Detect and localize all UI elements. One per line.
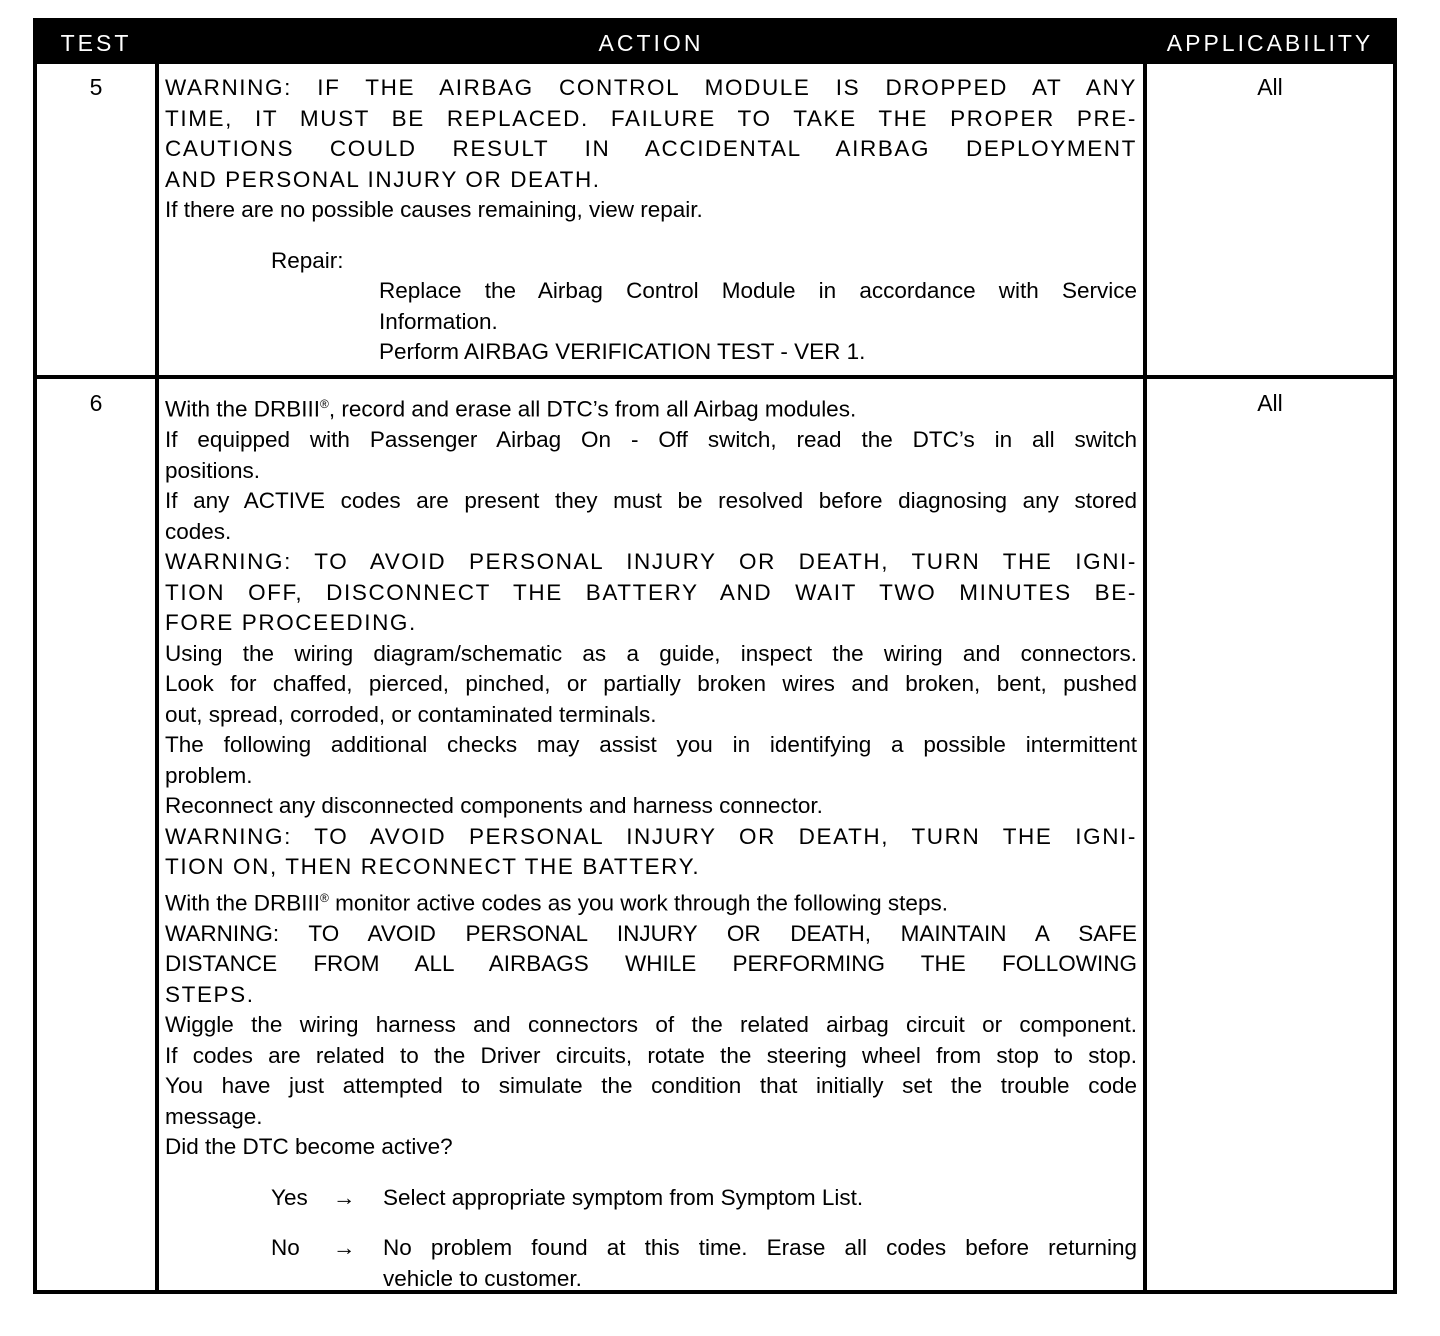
warning-line: FORE PROCEEDING. (165, 610, 417, 635)
applicability-value: All (1257, 390, 1283, 416)
applicability-value: All (1257, 74, 1283, 100)
no-line: vehicle to customer. (383, 1265, 582, 1291)
action-line: problem. (165, 762, 253, 788)
action-line: The following additional checks may assist you in identifying a possible intermittent (165, 732, 1137, 757)
repair-line: Information. (379, 308, 498, 334)
diagnostic-table (33, 18, 1397, 1294)
action-line (165, 883, 1137, 919)
action-line: You have just attempted to simulate the condition that initially set the trouble code (165, 1073, 1137, 1098)
action-line: codes. (165, 518, 232, 544)
yes-text: Select appropriate symptom from Symptom List. (383, 1184, 864, 1210)
warning-line: WARNING: TO AVOID PERSONAL INJURY OR DEATH, TURN THE IGNI- (165, 549, 1137, 574)
header-action: ACTION (598, 30, 704, 56)
monitor-text: monitor active codes as you work through the following steps. (328, 890, 948, 915)
arrow-icon: → (333, 1184, 356, 1210)
warning-line: TION ON, THEN RECONNECT THE BATTERY. (165, 854, 701, 879)
registered-mark: ® (320, 397, 329, 411)
test-number: 5 (89, 74, 103, 100)
registered-mark: ® (320, 890, 329, 905)
no-label: No (271, 1235, 300, 1260)
table-header (37, 22, 1393, 64)
action-line: positions. (165, 457, 261, 483)
action-cell (165, 389, 1137, 1294)
action-line: If codes are related to the Driver circuits, rotate the steering wheel from stop to stop. (165, 1042, 1137, 1068)
warning-line: TION OFF, DISCONNECT THE BATTERY AND WAIT TWO MINUTES BE- (165, 579, 1137, 605)
row-divider (37, 375, 1393, 379)
warning-line: DISTANCE FROM ALL AIRBAGS WHILE PERFORMING THE FOLLOWING (165, 951, 1137, 976)
column-divider (1143, 64, 1147, 1294)
drbiii-text-suffix: , record and erase all DTC’s from all Airbag modules. (328, 396, 857, 422)
action-line (165, 389, 1137, 425)
action-line: Wiggle the wiring harness and connectors of the related airbag circuit or component. (165, 1012, 1137, 1037)
warning-line: STEPS. (165, 981, 255, 1007)
action-cell (165, 73, 1137, 368)
warning-line: TIME, IT MUST BE REPLACED. FAILURE TO TAKE THE PROPER PRE- (165, 105, 1137, 131)
repair-line: Replace the Airbag Control Module in accordance with Service (379, 278, 1137, 303)
yes-branch (271, 1183, 1137, 1214)
no-line: No problem found at this time. Erase all codes before returning (383, 1235, 1137, 1260)
column-divider (155, 64, 159, 1294)
no-branch (271, 1233, 1137, 1294)
action-line: Did the DTC become active? (165, 1134, 453, 1159)
drbiii-text: With the DRBIII (165, 890, 321, 915)
warning-line: CAUTIONS COULD RESULT IN ACCIDENTAL AIRBAG DEPLOYMENT (165, 136, 1137, 161)
warning-line: WARNING: TO AVOID PERSONAL INJURY OR DEATH, TURN THE IGNI- (165, 823, 1137, 849)
test-number: 6 (89, 390, 103, 416)
warning-line: WARNING: TO AVOID PERSONAL INJURY OR DEATH, MAINTAIN A SAFE (165, 920, 1137, 946)
drbiii-text: With the DRBIII (165, 396, 321, 422)
action-line: message. (165, 1103, 263, 1129)
no-text (383, 1233, 1137, 1294)
yes-label: Yes (271, 1184, 308, 1210)
action-line: Using the wiring diagram/schematic as a guide, inspect the wiring and connectors. (165, 640, 1137, 666)
warning-line: WARNING: IF THE AIRBAG CONTROL MODULE IS DROPPED AT ANY (165, 75, 1137, 100)
arrow-icon: → (333, 1235, 356, 1260)
repair-line: Perform AIRBAG VERIFICATION TEST - VER 1. (379, 339, 866, 364)
header-applicability: APPLICABILITY (1166, 30, 1374, 56)
repair-label: Repair: (271, 247, 344, 273)
action-line: out, spread, corroded, or contaminated terminals. (165, 701, 657, 727)
action-line: If there are no possible causes remaining, view repair. (165, 197, 703, 222)
action-line: If any ACTIVE codes are present they must be resolved before diagnosing any stored (165, 488, 1137, 513)
action-line: Reconnect any disconnected components and harness connector. (165, 793, 823, 818)
action-line: Look for chaffed, pierced, pinched, or partially broken wires and broken, bent, pushed (165, 671, 1137, 696)
header-test: TEST (60, 30, 132, 56)
warning-line: AND PERSONAL INJURY OR DEATH. (165, 166, 601, 192)
action-line: If equipped with Passenger Airbag On - Off switch, read the DTC’s in all switch (165, 427, 1137, 452)
